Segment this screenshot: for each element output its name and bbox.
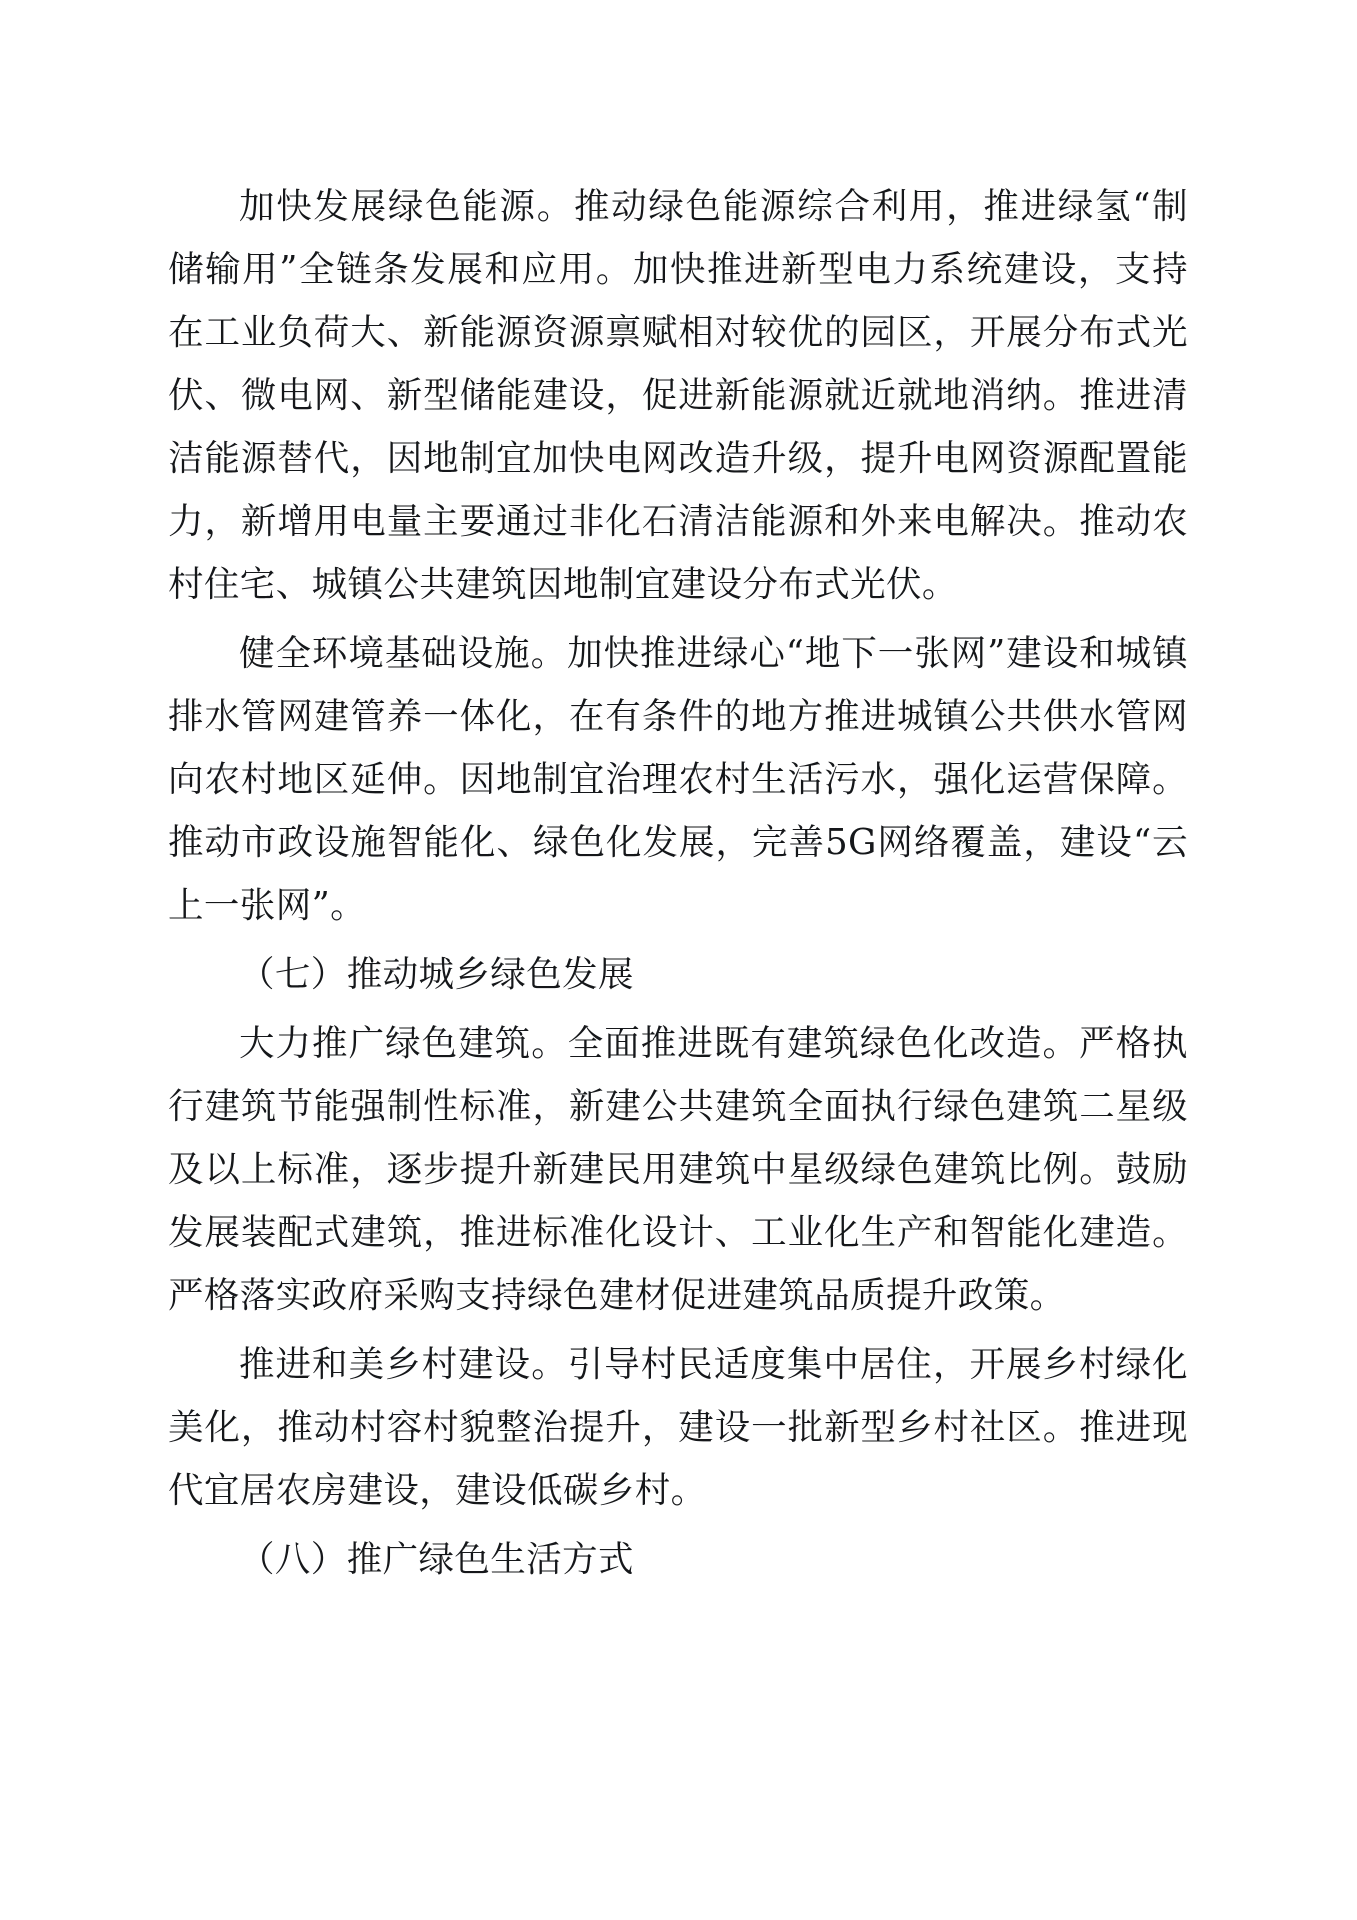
paragraph: 大力推广绿色建筑。全面推进既有建筑绿色化改造。严格执行建筑节能强制性标准，新建公共建筑全面执行绿色建筑二星级及以上标准，逐步提升新建民用建筑中星级绿色建筑比例。鼓励发展装配式建筑，推进标准化设计、工业化生产和智能化建造。严格落实政府采购支持绿色建材促进建筑品质提升政策。 — [168, 1023, 1188, 1316]
paragraph: 健全环境基础设施。加快推进绿心“地下一张网”建设和城镇排水管网建管养一体化，在有条件的地方推进城镇公共供水管网向农村地区延伸。因地制宜治理农村生活污水，强化运营保障。推动市政设施智能化、绿色化发展，完善5G网络覆盖，建设“云上一张网”。 — [168, 633, 1188, 926]
section-heading: （七）推动城乡绿色发展 — [239, 954, 634, 995]
paragraph: 推进和美乡村建设。引导村民适度集中居住，开展乡村绿化美化，推动村容村貌整治提升，建设一批新型乡村社区。推进现代宜居农房建设，建设低碳乡村。 — [168, 1344, 1188, 1511]
paragraph: 加快发展绿色能源。推动绿色能源综合利用，推进绿氢“制储输用”全链条发展和应用。加快推进新型电力系统建设，支持在工业负荷大、新能源资源禀赋相对较优的园区，开展分布式光伏、微电网、新型储能建设，促进新能源就近就地消纳。推进清洁能源替代，因地制宜加快电网改造升级，提升电网资源配置能力，新增用电量主要通过非化石清洁能源和外来电解决。推动农村住宅、城镇公共建筑因地制宜建设分布式光伏。 — [168, 186, 1188, 605]
document-body — [168, 175, 1188, 1591]
section-heading: （八）推广绿色生活方式 — [239, 1539, 634, 1580]
